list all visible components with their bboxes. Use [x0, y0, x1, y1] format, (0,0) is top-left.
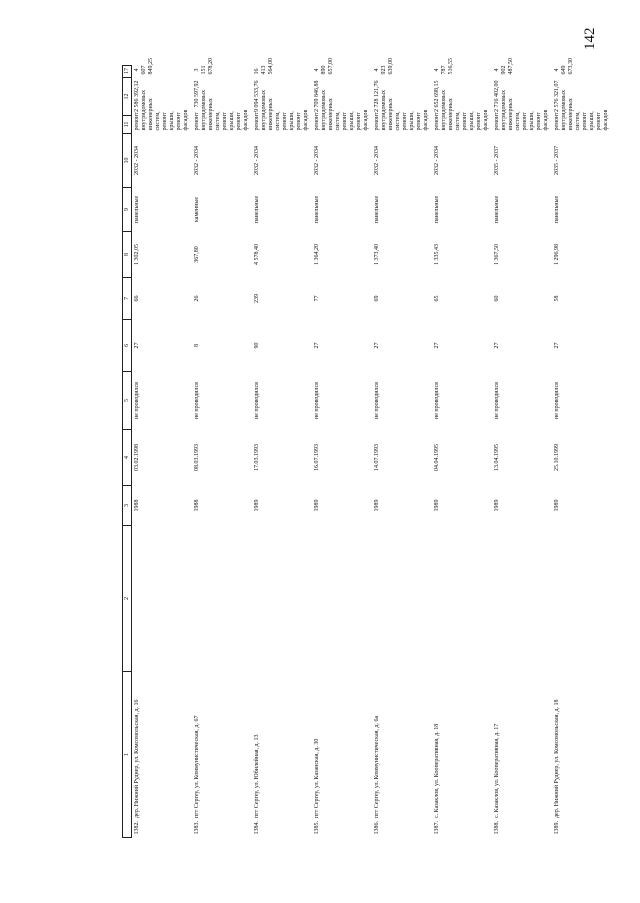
column-6-value: 27 [494, 342, 500, 349]
wall-material: панельные [254, 195, 260, 224]
work-line: ремонт крыши, [162, 111, 175, 131]
spacer-cell [552, 526, 612, 672]
work-line: внутридомовых [381, 89, 387, 131]
repair-period: 2035 - 2037 [494, 146, 500, 175]
column-7-value: 66 [134, 295, 140, 302]
commission-date: 16.07.1993 [314, 444, 320, 471]
build-year: 1989 [314, 499, 320, 512]
work-line: ремонт крыши, [342, 111, 355, 131]
last-repair: не проводился [194, 382, 200, 419]
work-line: внутридомовых [561, 89, 567, 131]
total-area: 4 578,40 [254, 244, 260, 265]
column-6-value: 27 [134, 342, 140, 349]
repair-cost: 2 716 402,00 [494, 80, 500, 112]
column-header: 2 [123, 526, 132, 672]
last-repair: не проводился [434, 382, 440, 419]
work-line: инженерных систем, [208, 98, 221, 131]
address: пгт Сергеу, ул. Коммунистическая, д. 6а [374, 715, 380, 818]
column-header: 4 [123, 430, 132, 486]
wall-material: панельные [374, 195, 380, 224]
table-row [132, 66, 193, 838]
build-year: 1988 [194, 499, 200, 512]
total-cost: 4 890 657,00 [314, 58, 334, 75]
work-line: ремонт фасадов [536, 109, 549, 131]
table-row [192, 66, 252, 838]
address: с. Казаклов, ул. Кооперативная, д. 17 [494, 723, 500, 818]
wall-material: панельные [434, 195, 440, 224]
work-line: ремонт [194, 112, 200, 131]
last-repair: не проводился [554, 382, 560, 419]
work-line: ремонт крыши, [222, 111, 235, 131]
repair-period: 2032 - 2034 [254, 146, 260, 175]
work-line: инженерных систем, [508, 98, 521, 131]
address-cell [552, 672, 612, 838]
row-index: 1384. [254, 821, 260, 835]
last-repair: не проводился [134, 382, 140, 419]
work-line: внутридомовых [261, 89, 267, 131]
column-header: 9 [123, 188, 132, 232]
table-row [492, 66, 552, 838]
repair-period: 2032 - 2034 [134, 146, 140, 175]
total-cost: 4 787 516,55 [434, 58, 454, 75]
row-index: 1385. [314, 821, 320, 835]
address: пгт Сергеу, ул. Юбилейная, д. 13 [254, 734, 260, 818]
work-line: инженерных систем, [388, 98, 401, 131]
column-6-value: 27 [434, 342, 440, 349]
column-header: 10 [123, 134, 132, 188]
work-line: ремонт крыши, [522, 111, 535, 131]
total-area: 1 302,05 [134, 244, 140, 265]
work-line: ремонт фасадов [356, 109, 369, 131]
table-row [432, 66, 492, 838]
table-row [312, 66, 372, 838]
column-7-value: 58 [554, 295, 560, 302]
work-line: ремонт фасадов [416, 109, 429, 131]
commission-date: 17.03.1993 [254, 444, 260, 471]
spacer-cell [492, 526, 552, 672]
repair-period: 2032 - 2034 [314, 146, 320, 175]
column-7-value: 26 [194, 295, 200, 302]
table-row [552, 66, 612, 838]
work-line: ремонт фасадов [236, 109, 249, 131]
repair-period: 2032 - 2034 [194, 146, 200, 175]
column-6-value: 27 [554, 342, 560, 349]
column-header: 5 [123, 372, 132, 430]
total-cost: 4 649 673,30 [554, 58, 574, 75]
row-index: 1382. [134, 821, 140, 835]
commission-date: 08.03.1993 [194, 444, 200, 471]
housing-repair-table [122, 58, 612, 838]
work-line: ремонт фасадов [296, 109, 309, 131]
work-line: ремонт [554, 112, 560, 131]
work-line: ремонт фасадов [176, 109, 189, 131]
column-6-value: 90 [254, 342, 260, 349]
work-line: ремонт фасадов [476, 109, 489, 131]
row-index: 1386. [374, 821, 380, 835]
wall-material: панельные [314, 195, 320, 224]
build-year: 1988 [134, 499, 140, 512]
work-line: ремонт [314, 112, 320, 131]
spacer-cell [132, 526, 193, 672]
address: пгт Сергеу, ул. Казанская, д. 30 [314, 738, 320, 818]
column-header: 7 [123, 278, 132, 320]
repair-period: 2032 - 2034 [434, 146, 440, 175]
rotated-table-container [122, 58, 612, 838]
address-cell [432, 672, 492, 838]
last-repair: не проводился [374, 382, 380, 419]
column-number-row [123, 66, 132, 838]
total-cost: 3 151 678,20 [194, 58, 214, 75]
repair-cost: 2 652 698,15 [434, 80, 440, 112]
address-cell [132, 672, 193, 838]
commission-date: 25.10.1999 [554, 444, 560, 471]
repair-period: 2035 - 2037 [554, 146, 560, 175]
column-7-value: 77 [314, 295, 320, 302]
address: с. Казаклов, ул. Кооперативная, д. 18 [434, 723, 440, 818]
work-line: внутридомовых [441, 89, 447, 131]
spacer-cell [312, 526, 372, 672]
repair-cost: 2 728 121,76 [374, 80, 380, 112]
column-header: 1 [123, 672, 132, 838]
column-7-value: 239 [254, 294, 260, 303]
total-cost: 4 923 639,00 [374, 58, 394, 75]
commission-date: 03.02.1998 [134, 444, 140, 471]
commission-date: 14.07.1993 [374, 444, 380, 471]
column-header: 6 [123, 320, 132, 372]
work-line: инженерных систем, [568, 98, 581, 131]
address-cell [252, 672, 312, 838]
column-header: 11 [123, 116, 132, 134]
work-line: инженерных систем, [268, 98, 281, 131]
row-index: 1387. [434, 821, 440, 835]
column-7-value: 65 [434, 295, 440, 302]
build-year: 1989 [494, 499, 500, 512]
column-header: 17 [123, 66, 132, 78]
total-cost: 4 902 487,50 [494, 58, 514, 75]
work-line: ремонт [134, 112, 140, 131]
work-line: ремонт крыши, [462, 111, 475, 131]
total-area: 1 364,20 [314, 244, 320, 265]
work-line: инженерных систем, [328, 98, 341, 131]
work-line: ремонт крыши, [282, 111, 295, 131]
work-line: внутридомовых [141, 89, 147, 131]
work-line: ремонт крыши, [402, 111, 415, 131]
last-repair: не проводился [494, 382, 500, 419]
wall-material: панельные [134, 195, 140, 224]
work-line: ремонт [494, 112, 500, 131]
spacer-cell [252, 526, 312, 672]
total-area: 1 373,40 [374, 244, 380, 265]
address: пгт Сергеу, ул. Коммунистическая, д. 67 [194, 715, 200, 818]
address: дер. Нижний Руднер, ул. Комсомольская, д. 16 [134, 699, 140, 818]
repair-cost: 2 576 321,07 [554, 80, 560, 112]
work-line: внутридомовых [501, 89, 507, 131]
address-cell [372, 672, 432, 838]
address-cell [312, 672, 372, 838]
column-6-value: 8 [194, 344, 200, 347]
work-line: ремонт крыши, [582, 111, 595, 131]
table-row [252, 66, 312, 838]
commission-date: 04.04.1995 [434, 444, 440, 471]
repair-cost: 730 597,92 [194, 80, 200, 108]
work-line: инженерных систем, [148, 98, 161, 131]
spacer-cell [432, 526, 492, 672]
total-area: 1 335,43 [434, 244, 440, 265]
repair-period: 2032 - 2034 [374, 146, 380, 175]
wall-material: панельные [494, 195, 500, 224]
last-repair: не проводился [254, 382, 260, 419]
work-line: внутридомовых [201, 89, 207, 131]
column-header: 8 [123, 232, 132, 278]
wall-material: панельные [554, 195, 560, 224]
total-area: 1 296,98 [554, 244, 560, 265]
row-index: 1388. [494, 821, 500, 835]
repair-cost: 9 094 533,76 [254, 80, 260, 112]
work-line: ремонт фасадов [596, 109, 609, 131]
repair-cost: 2 709 846,88 [314, 80, 320, 112]
build-year: 1989 [254, 499, 260, 512]
work-line: внутридомовых [321, 89, 327, 131]
wall-material: каменные [194, 196, 200, 223]
table-row [372, 66, 432, 838]
spacer-cell [372, 526, 432, 672]
total-cost: 16 413 564,00 [254, 58, 274, 75]
work-line: ремонт [374, 112, 380, 131]
column-header: 12 [123, 78, 132, 116]
build-year: 1989 [434, 499, 440, 512]
spacer-cell [192, 526, 252, 672]
row-index: 1389. [554, 821, 560, 835]
total-area: 1 367,50 [494, 244, 500, 265]
build-year: 1989 [374, 499, 380, 512]
build-year: 1989 [554, 499, 560, 512]
total-cost: 4 607 849,25 [134, 58, 154, 75]
column-header: 3 [123, 486, 132, 526]
column-7-value: 60 [494, 295, 500, 302]
total-area: 367,80 [194, 246, 200, 263]
column-6-value: 27 [374, 342, 380, 349]
last-repair: не проводился [314, 382, 320, 419]
table-body [132, 58, 613, 838]
work-line: ремонт [434, 112, 440, 131]
address-cell [492, 672, 552, 838]
address: дер. Нижний Руднер, ул. Комсомольская, д. 18 [554, 699, 560, 818]
column-6-value: 27 [314, 342, 320, 349]
address-cell [192, 672, 252, 838]
commission-date: 13.04.1995 [494, 444, 500, 471]
repair-cost: 2 586 392,12 [134, 80, 140, 112]
page-number: 142 [582, 27, 598, 50]
work-line: ремонт [254, 112, 260, 131]
column-7-value: 69 [374, 295, 380, 302]
row-index: 1383. [194, 821, 200, 835]
work-line: инженерных систем, [448, 98, 461, 131]
